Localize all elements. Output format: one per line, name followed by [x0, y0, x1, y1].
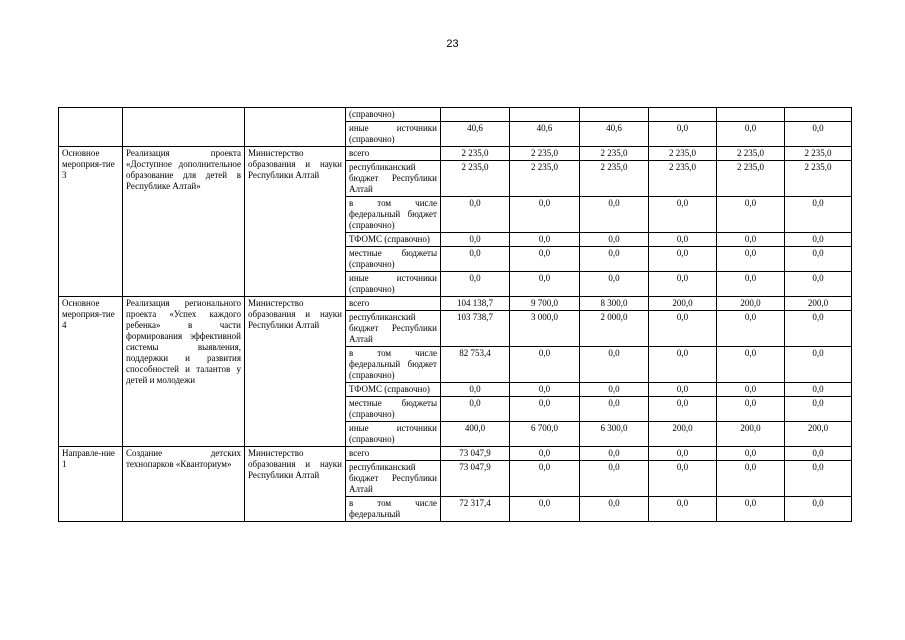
measure-name-cell: Реализация регионального проекта «Успех каждого ребенка» в части формирования эффективной системы выявления, поддержки и развития способностей и талантов у детей и молодежи [123, 297, 245, 447]
amount-cell: 0,0 [649, 197, 717, 233]
funding-source-cell: ТФОМС (справочно) [346, 233, 441, 247]
measure-code-cell [59, 108, 123, 147]
amount-cell: 0,0 [649, 397, 717, 422]
funding-source-cell: местные бюджеты (справочно) [346, 397, 441, 422]
amount-cell: 82 753,4 [441, 347, 510, 383]
amount-cell: 0,0 [510, 197, 580, 233]
amount-cell: 0,0 [510, 272, 580, 297]
amount-cell: 200,0 [785, 297, 852, 311]
amount-cell: 200,0 [649, 422, 717, 447]
amount-cell: 0,0 [510, 383, 580, 397]
amount-cell: 0,0 [785, 347, 852, 383]
amount-cell: 2 235,0 [510, 161, 580, 197]
budget-table-body [59, 108, 852, 522]
amount-cell: 104 138,7 [441, 297, 510, 311]
amount-cell: 0,0 [785, 122, 852, 147]
amount-cell: 0,0 [785, 383, 852, 397]
table-row [59, 447, 852, 461]
amount-cell [717, 108, 785, 122]
amount-cell: 0,0 [441, 383, 510, 397]
amount-cell: 200,0 [717, 422, 785, 447]
amount-cell: 0,0 [717, 233, 785, 247]
amount-cell: 0,0 [441, 272, 510, 297]
amount-cell: 0,0 [649, 383, 717, 397]
amount-cell: 0,0 [580, 197, 649, 233]
amount-cell: 0,0 [717, 122, 785, 147]
amount-cell: 0,0 [717, 497, 785, 522]
amount-cell: 0,0 [649, 272, 717, 297]
amount-cell: 0,0 [441, 247, 510, 272]
amount-cell: 0,0 [510, 247, 580, 272]
amount-cell: 0,0 [510, 497, 580, 522]
measure-code-cell: Основное мероприя-тие 4 [59, 297, 123, 447]
amount-cell: 0,0 [580, 497, 649, 522]
amount-cell: 0,0 [441, 197, 510, 233]
amount-cell: 0,0 [510, 233, 580, 247]
executor-cell: Министерство образования и науки Республики Алтай [245, 147, 346, 297]
amount-cell: 40,6 [580, 122, 649, 147]
amount-cell: 40,6 [441, 122, 510, 147]
budget-table [58, 107, 852, 522]
amount-cell: 0,0 [580, 461, 649, 497]
funding-source-cell: республиканский бюджет Республики Алтай [346, 311, 441, 347]
amount-cell: 103 738,7 [441, 311, 510, 347]
amount-cell: 0,0 [717, 447, 785, 461]
amount-cell: 200,0 [785, 422, 852, 447]
amount-cell: 2 235,0 [785, 147, 852, 161]
amount-cell: 72 317,4 [441, 497, 510, 522]
funding-source-cell: всего [346, 447, 441, 461]
measure-name-cell: Реализация проекта «Доступное дополнительное образование для детей в Республике Алтай» [123, 147, 245, 297]
amount-cell: 6 700,0 [510, 422, 580, 447]
amount-cell: 2 235,0 [785, 161, 852, 197]
funding-source-cell: всего [346, 147, 441, 161]
amount-cell: 0,0 [785, 197, 852, 233]
amount-cell: 0,0 [580, 233, 649, 247]
amount-cell: 0,0 [785, 447, 852, 461]
measure-name-cell: Создание детских технопарков «Кванториум» [123, 447, 245, 522]
amount-cell: 0,0 [649, 347, 717, 383]
amount-cell: 2 235,0 [441, 147, 510, 161]
amount-cell: 2 000,0 [580, 311, 649, 347]
amount-cell: 200,0 [717, 297, 785, 311]
page-number: 23 [446, 38, 459, 50]
amount-cell: 0,0 [649, 233, 717, 247]
amount-cell: 0,0 [785, 247, 852, 272]
amount-cell: 8 300,0 [580, 297, 649, 311]
measure-name-cell [123, 108, 245, 147]
amount-cell: 0,0 [785, 233, 852, 247]
amount-cell: 2 235,0 [580, 147, 649, 161]
amount-cell: 0,0 [580, 247, 649, 272]
amount-cell: 0,0 [717, 461, 785, 497]
table-row [59, 108, 852, 122]
table-row [59, 297, 852, 311]
funding-source-cell: (справочно) [346, 108, 441, 122]
amount-cell: 0,0 [717, 247, 785, 272]
funding-source-cell: республиканский бюджет Республики Алтай [346, 161, 441, 197]
amount-cell: 0,0 [441, 233, 510, 247]
measure-code-cell: Направле-ние 1 [59, 447, 123, 522]
amount-cell: 0,0 [717, 397, 785, 422]
amount-cell: 0,0 [717, 272, 785, 297]
amount-cell [510, 108, 580, 122]
amount-cell: 40,6 [510, 122, 580, 147]
amount-cell: 0,0 [649, 497, 717, 522]
amount-cell: 0,0 [510, 461, 580, 497]
measure-code-cell: Основное мероприя-тие 3 [59, 147, 123, 297]
amount-cell: 0,0 [580, 447, 649, 461]
amount-cell: 0,0 [441, 397, 510, 422]
funding-source-cell: иные источники (справочно) [346, 272, 441, 297]
amount-cell: 0,0 [580, 347, 649, 383]
amount-cell: 2 235,0 [510, 147, 580, 161]
amount-cell: 0,0 [717, 383, 785, 397]
executor-cell [245, 108, 346, 147]
amount-cell: 3 000,0 [510, 311, 580, 347]
amount-cell: 0,0 [649, 461, 717, 497]
amount-cell: 6 300,0 [580, 422, 649, 447]
amount-cell: 0,0 [785, 497, 852, 522]
amount-cell: 73 047,9 [441, 447, 510, 461]
amount-cell: 0,0 [717, 311, 785, 347]
amount-cell: 0,0 [580, 397, 649, 422]
amount-cell: 200,0 [649, 297, 717, 311]
amount-cell: 0,0 [649, 122, 717, 147]
amount-cell: 2 235,0 [717, 161, 785, 197]
amount-cell: 400,0 [441, 422, 510, 447]
funding-source-cell: в том числе федеральный бюджет (справочно) [346, 197, 441, 233]
amount-cell: 0,0 [785, 272, 852, 297]
amount-cell: 0,0 [580, 272, 649, 297]
amount-cell [580, 108, 649, 122]
table-row [59, 147, 852, 161]
amount-cell: 2 235,0 [649, 161, 717, 197]
amount-cell: 0,0 [649, 247, 717, 272]
funding-source-cell: местные бюджеты (справочно) [346, 247, 441, 272]
amount-cell: 0,0 [510, 447, 580, 461]
amount-cell: 9 700,0 [510, 297, 580, 311]
funding-source-cell: иные источники (справочно) [346, 422, 441, 447]
amount-cell [441, 108, 510, 122]
funding-source-cell: в том числе федеральный бюджет (справочно) [346, 347, 441, 383]
amount-cell: 2 235,0 [580, 161, 649, 197]
amount-cell: 0,0 [785, 461, 852, 497]
amount-cell: 73 047,9 [441, 461, 510, 497]
amount-cell: 0,0 [785, 397, 852, 422]
amount-cell: 2 235,0 [717, 147, 785, 161]
funding-source-cell: иные источники (справочно) [346, 122, 441, 147]
amount-cell: 0,0 [785, 311, 852, 347]
amount-cell: 0,0 [580, 383, 649, 397]
funding-source-cell: всего [346, 297, 441, 311]
funding-source-cell: ТФОМС (справочно) [346, 383, 441, 397]
amount-cell [785, 108, 852, 122]
amount-cell: 0,0 [649, 311, 717, 347]
funding-source-cell: республиканский бюджет Республики Алтай [346, 461, 441, 497]
amount-cell: 2 235,0 [441, 161, 510, 197]
amount-cell: 2 235,0 [649, 147, 717, 161]
amount-cell [649, 108, 717, 122]
executor-cell: Министерство образования и науки Республики Алтай [245, 447, 346, 522]
funding-source-cell: в том числе федеральный [346, 497, 441, 522]
amount-cell: 0,0 [717, 197, 785, 233]
amount-cell: 0,0 [510, 347, 580, 383]
amount-cell: 0,0 [649, 447, 717, 461]
amount-cell: 0,0 [717, 347, 785, 383]
executor-cell: Министерство образования и науки Республики Алтай [245, 297, 346, 447]
amount-cell: 0,0 [510, 397, 580, 422]
